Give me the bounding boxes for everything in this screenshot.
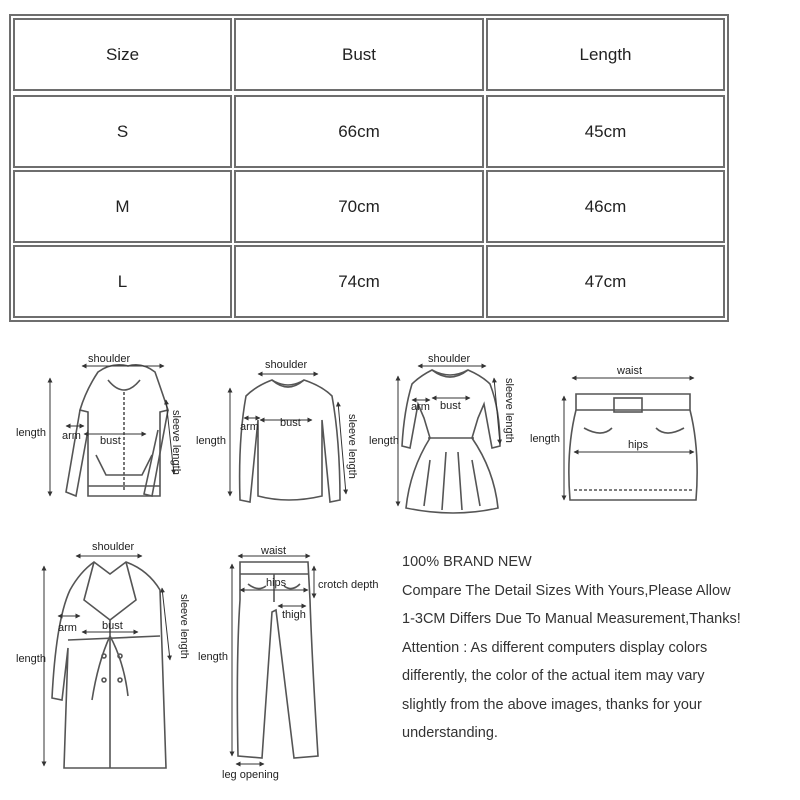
cell-size-m-text: M	[115, 196, 130, 216]
dress-length-label: length	[369, 435, 399, 447]
cell-size-s	[13, 95, 232, 168]
cell-size-s-text: S	[116, 121, 129, 141]
coat-bust-label: bust	[102, 620, 123, 632]
pants-length-label: length	[198, 651, 228, 663]
coat-length-label: length	[16, 653, 46, 665]
skirt-waist-label: waist	[617, 365, 643, 377]
sweater-arm-label: arm	[240, 421, 259, 433]
pants-hips-label: hips	[266, 577, 287, 589]
note-attention-2: differently, the color of the actual item may vary	[402, 668, 705, 684]
header-length-text: Length	[579, 44, 632, 64]
dress-sleeve-label: sleeve length	[503, 378, 515, 443]
cell-length-m	[486, 170, 725, 243]
hoodie-sleeve-label: sleeve length	[170, 410, 182, 475]
hoodie-bust-label: bust	[100, 435, 121, 447]
cell-length-s-text: 45cm	[584, 121, 627, 141]
header-bust	[234, 18, 484, 91]
note-brand-new: 100% BRAND NEW	[402, 554, 532, 570]
hoodie-shoulder-label: shoulder	[88, 353, 131, 365]
header-size-text: Size	[105, 44, 140, 64]
cell-length-m-text: 46cm	[584, 196, 627, 216]
cell-size-m	[13, 170, 232, 243]
note-allowance: 1-3CM Differs Due To Manual Measurement,Thanks!	[402, 611, 741, 627]
size-table	[9, 14, 729, 322]
sweater-bust-label: bust	[280, 417, 301, 429]
header-size	[13, 18, 232, 91]
hoodie-diagram	[66, 365, 168, 496]
dress-arm-label: arm	[411, 401, 430, 413]
note-attention: Attention : As different computers display colors	[402, 639, 708, 656]
coat-measure-lines	[44, 556, 170, 766]
dress-bust-label: bust	[440, 400, 461, 412]
pants-outline	[237, 562, 318, 758]
product-notes	[402, 548, 797, 748]
dress-measure-lines	[398, 366, 500, 506]
note-attention-4: understanding.	[402, 725, 498, 741]
cell-bust-l-text: 74cm	[338, 271, 380, 291]
cell-bust-s	[234, 95, 484, 168]
coat-diagram	[52, 562, 166, 768]
pants-leg-opening-label: leg opening	[222, 769, 279, 781]
cell-length-l-text: 47cm	[584, 271, 627, 291]
cell-bust-l	[234, 245, 484, 318]
cell-bust-m	[234, 170, 484, 243]
header-length	[486, 18, 725, 91]
coat-sleeve-label: sleeve length	[178, 594, 190, 659]
pants-thigh-label: thigh	[282, 609, 306, 621]
note-attention-3: slightly from the above images, thanks for your	[402, 696, 702, 713]
sweater-length-label: length	[196, 435, 226, 447]
sweater-sleeve-label: sleeve length	[346, 414, 358, 479]
hoodie-length-label: length	[16, 427, 46, 439]
pants-waist-label: waist	[261, 545, 287, 557]
cell-bust-s-text: 66cm	[338, 121, 380, 141]
coat-outline	[52, 562, 166, 768]
sweater-shoulder-label: shoulder	[265, 359, 308, 371]
coat-arm-label: arm	[58, 622, 77, 634]
cell-length-l	[486, 245, 725, 318]
skirt-length-label: length	[530, 433, 560, 445]
cell-size-l	[13, 245, 232, 318]
hoodie-outline	[80, 365, 168, 496]
sweater-diagram	[240, 380, 340, 502]
dress-outline	[402, 370, 500, 513]
dress-diagram	[402, 370, 500, 513]
coat-shoulder-label: shoulder	[92, 541, 135, 553]
pants-diagram	[237, 562, 318, 758]
pants-crotch-label: crotch depth	[318, 579, 379, 591]
cell-bust-m-text: 70cm	[338, 196, 380, 216]
dress-shoulder-label: shoulder	[428, 353, 471, 365]
cell-length-s	[486, 95, 725, 168]
header-bust-text: Bust	[341, 44, 377, 64]
hoodie-arm-label: arm	[62, 430, 81, 442]
skirt-hips-label: hips	[628, 439, 649, 451]
cell-size-l-text: L	[117, 271, 128, 291]
note-compare: Compare The Detail Sizes With Yours,Please Allow	[402, 582, 731, 599]
sweater-outline	[240, 380, 340, 502]
